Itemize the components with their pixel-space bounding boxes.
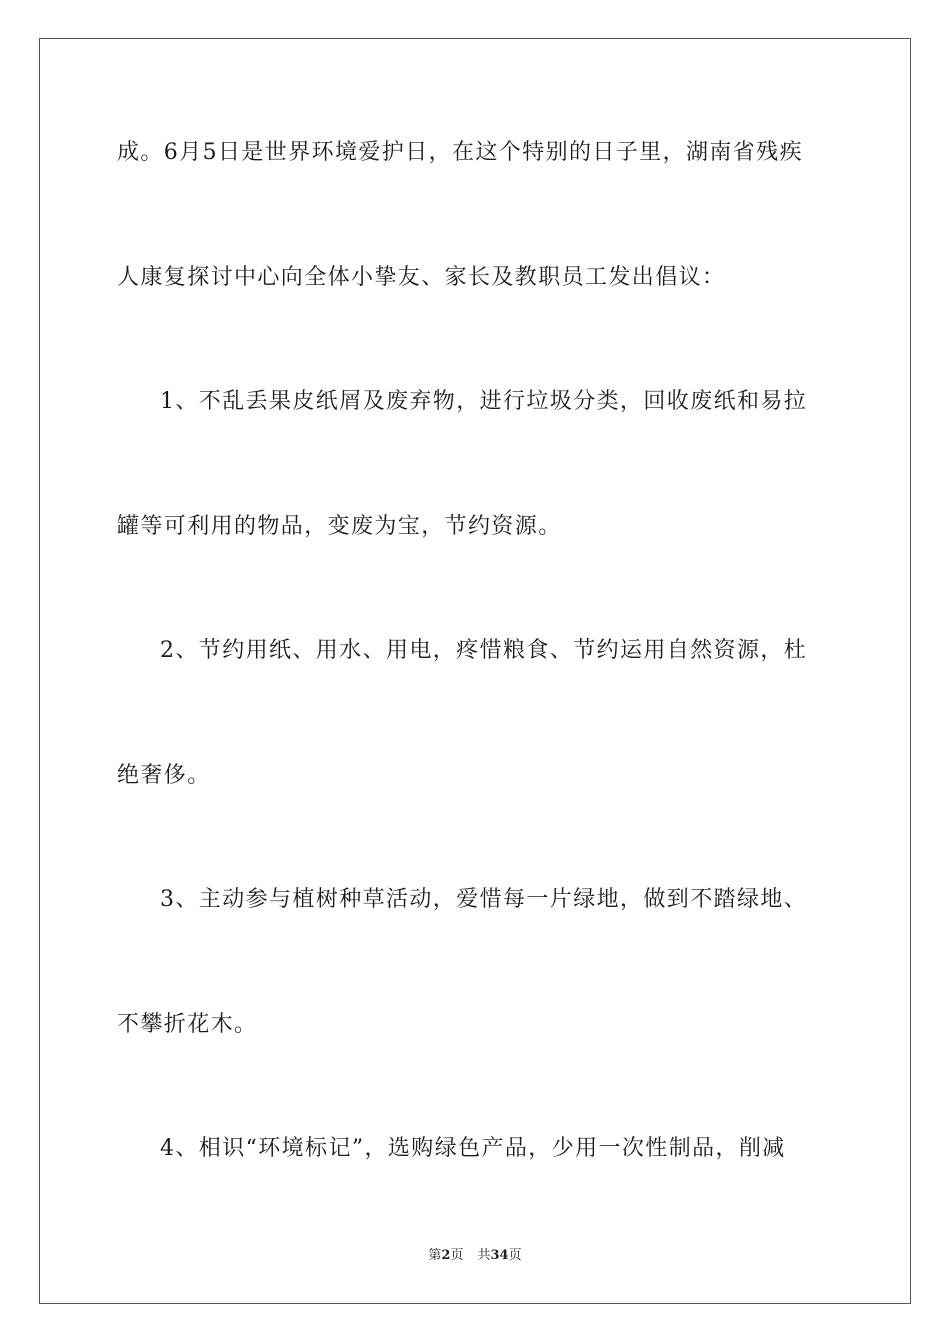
page-number: 2 (441, 1248, 451, 1263)
paragraph-line-2: 人康复探讨中心向全体小挚友、家长及教职员工发出倡议： (117, 265, 726, 290)
page-footer (0, 1247, 950, 1265)
page-prefix: 第 (428, 1248, 442, 1263)
paragraph-line-1: 成。6月5日是世界环境爱护日，在这个特别的日子里，湖南省残疾 (117, 140, 803, 165)
list-item-2-line-2: 绝奢侈。 (117, 763, 211, 788)
page-frame (39, 38, 911, 1304)
total-prefix: 共 (477, 1248, 491, 1263)
list-item-2-line-1: 2、节约用纸、用水、用电，疼惜粮食、节约运用自然资源，杜 (160, 638, 808, 663)
list-item-3-line-1: 3、主动参与植树种草活动，爱惜每一片绿地，做到不踏绿地、 (160, 887, 808, 912)
list-item-3-line-2: 不攀折花木。 (117, 1012, 258, 1037)
page-suffix: 页 (450, 1248, 464, 1263)
list-item-4-line-1: 4、相识“环境标记”，选购绿色产品，少用一次性制品，削减 (160, 1136, 786, 1161)
list-item-1-line-2: 罐等可利用的物品，变废为宝，节约资源。 (117, 514, 562, 539)
total-suffix: 页 (508, 1248, 522, 1263)
total-pages: 34 (490, 1248, 509, 1263)
list-item-1-line-1: 1、不乱丢果皮纸屑及废弃物，进行垃圾分类，回收废纸和易拉 (160, 389, 808, 414)
